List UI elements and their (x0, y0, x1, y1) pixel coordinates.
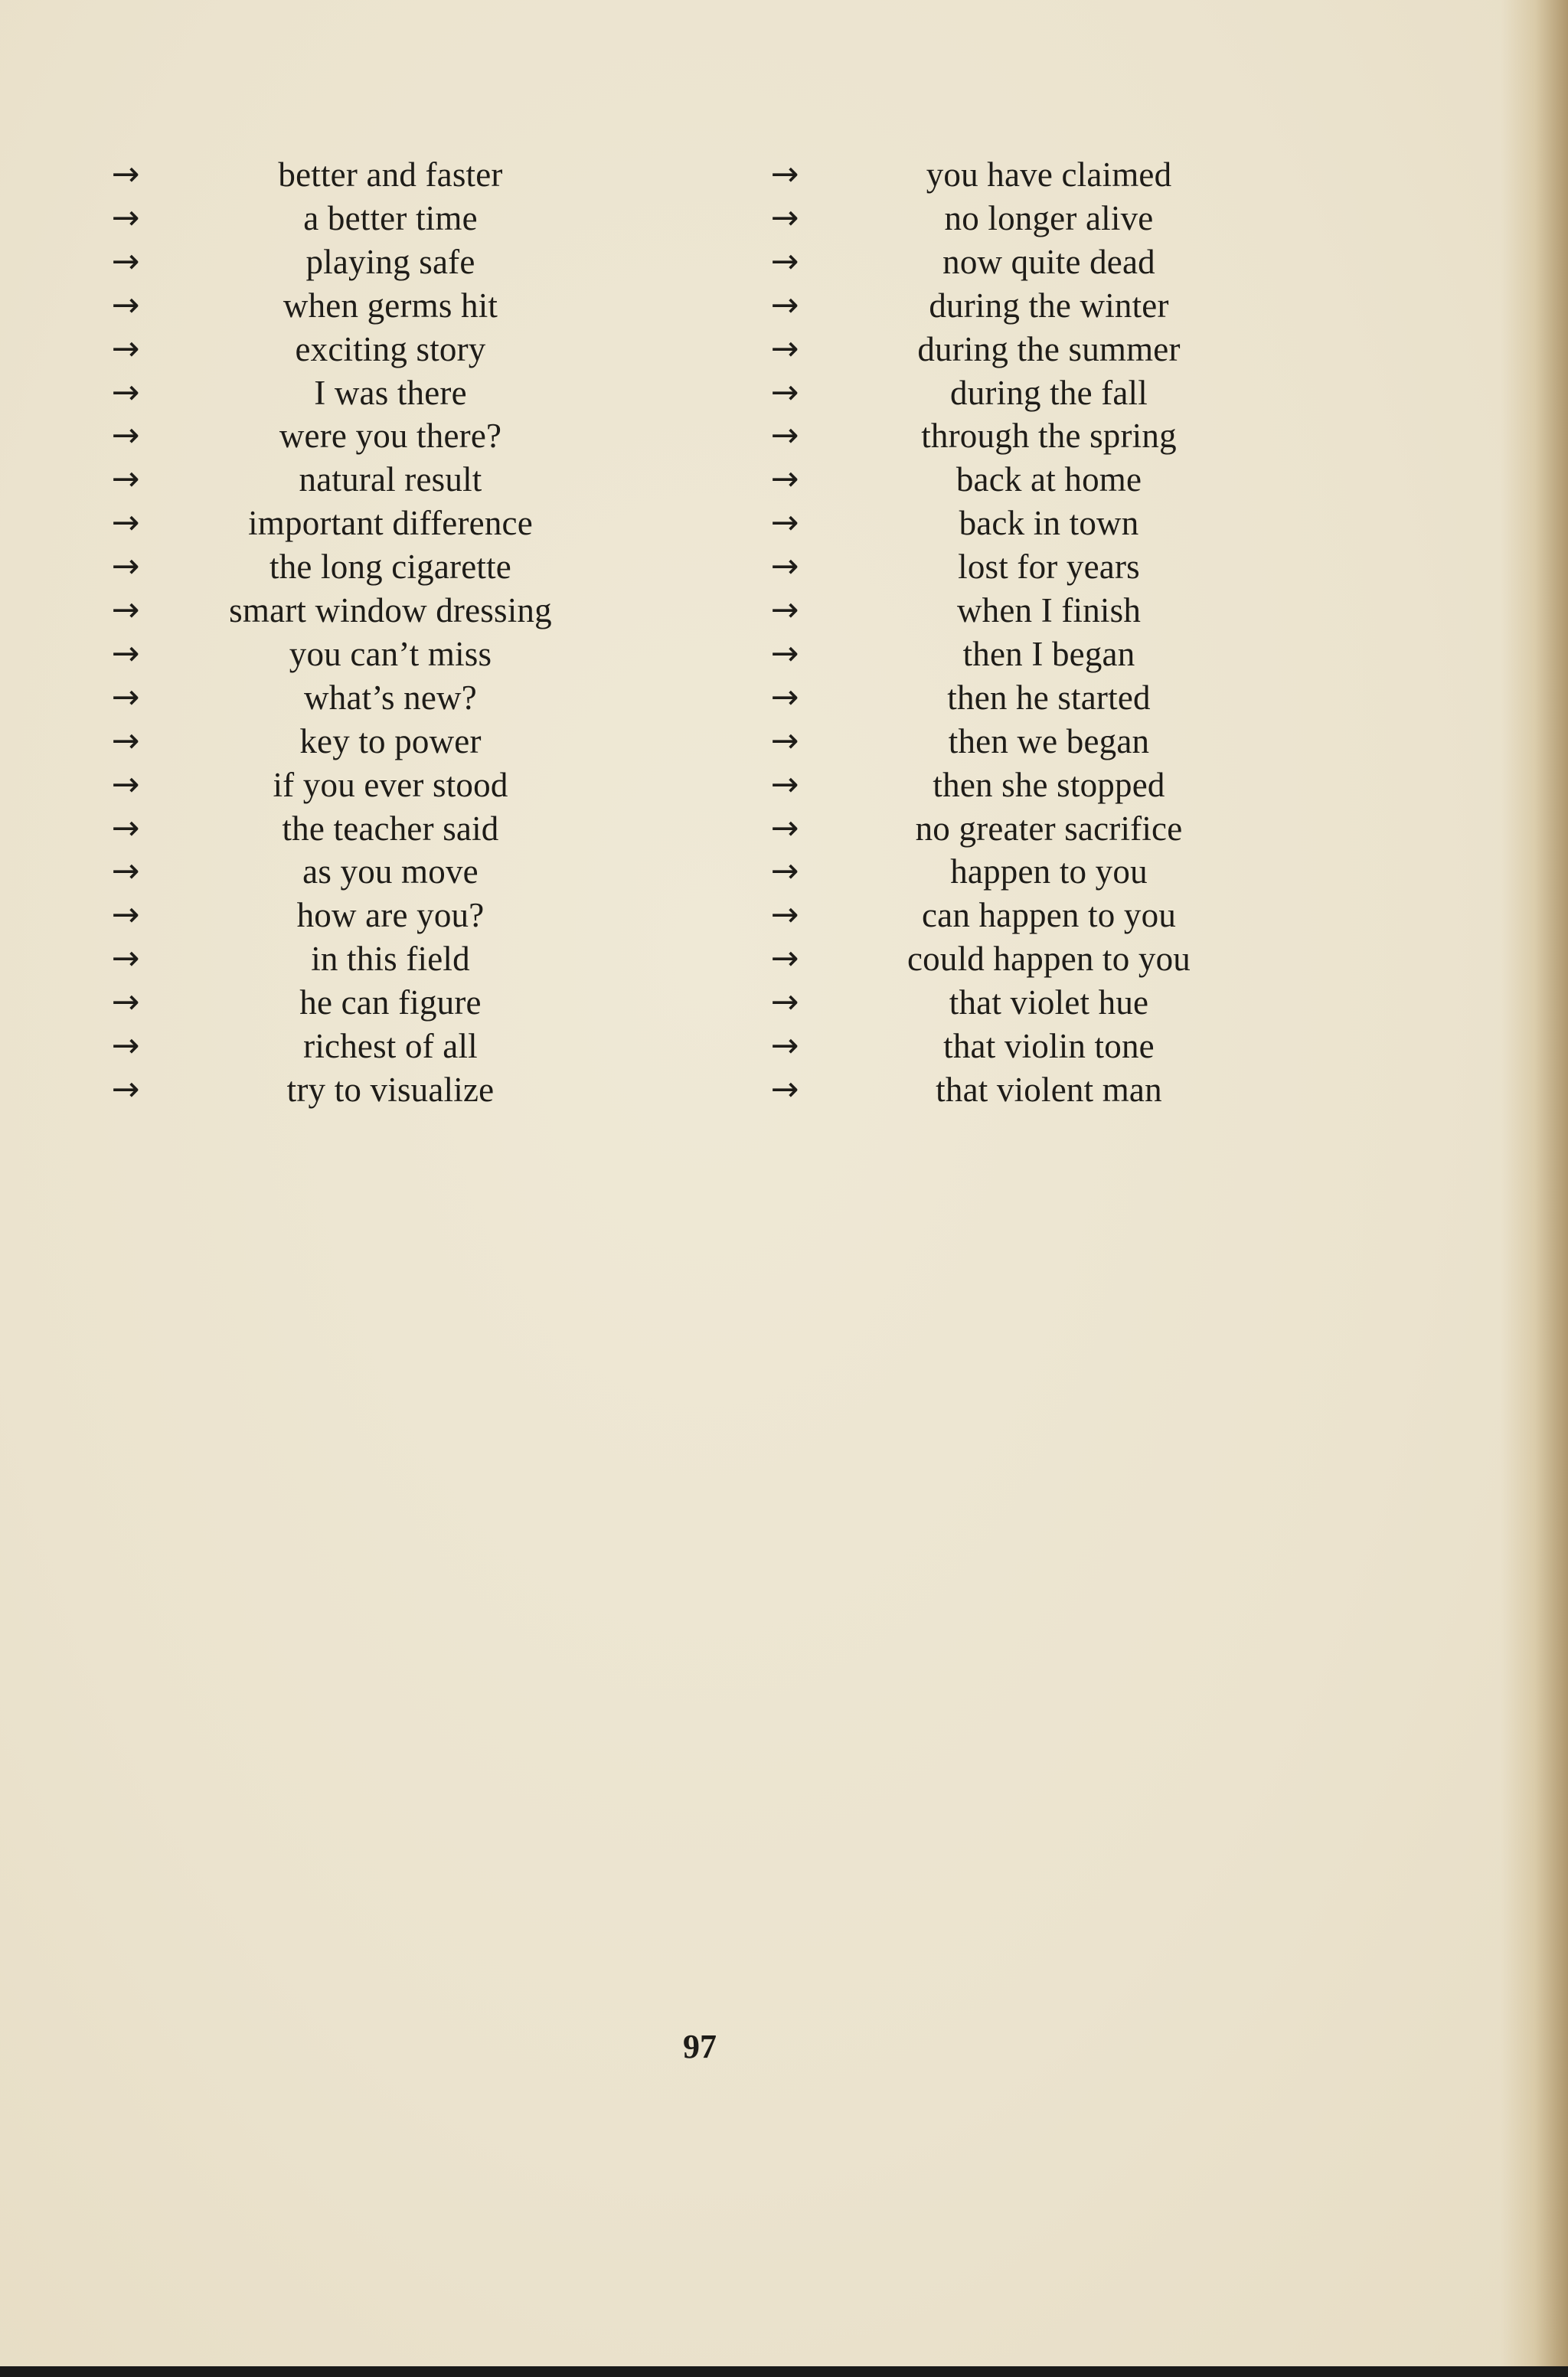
right-phrase: you have claimed (926, 155, 1172, 194)
left-phrase: what’s new? (304, 678, 477, 717)
arrow-icon: → (111, 547, 140, 586)
arrow-icon: → (111, 939, 140, 978)
left-phrase: a better time (303, 199, 478, 237)
arrow-icon: → (111, 678, 140, 717)
arrow-icon: → (770, 286, 799, 325)
arrow-icon: → (111, 329, 140, 368)
arrow-icon: → (770, 547, 799, 586)
right-phrase: now quite dead (942, 243, 1155, 281)
left-phrase: the teacher said (282, 809, 499, 848)
right-phrase: during the summer (917, 330, 1181, 368)
arrow-icon: → (111, 895, 140, 934)
left-phrase: exciting story (295, 330, 486, 368)
arrow-icon: → (111, 459, 140, 499)
right-phrase: then I began (962, 635, 1135, 673)
left-phrase: playing safe (305, 243, 475, 281)
arrow-icon: → (770, 765, 799, 804)
arrow-icon: → (770, 678, 799, 717)
right-phrase: lost for years (958, 548, 1140, 586)
left-phrase: key to power (299, 722, 482, 760)
left-phrase: you can’t miss (289, 635, 492, 673)
arrow-icon: → (111, 286, 140, 325)
arrow-icon: → (111, 765, 140, 804)
arrow-icon: → (770, 1070, 799, 1109)
left-phrase: richest of all (303, 1027, 478, 1065)
left-phrase: smart window dressing (229, 591, 552, 629)
right-phrase: back in town (959, 504, 1139, 542)
arrow-icon: → (770, 895, 799, 934)
arrow-icon: → (770, 416, 799, 455)
arrow-icon: → (111, 416, 140, 455)
right-phrase: then we began (948, 722, 1150, 760)
arrow-icon: → (770, 983, 799, 1022)
arrow-icon: → (111, 1026, 140, 1065)
arrow-icon: → (770, 939, 799, 978)
arrow-icon: → (111, 155, 140, 194)
page-number: 97 (683, 2028, 717, 2065)
left-phrase: the long cigarette (270, 548, 511, 586)
right-phrase: when I finish (956, 591, 1142, 629)
arrow-icon: → (111, 503, 140, 542)
arrow-icon: → (111, 809, 140, 848)
arrow-icon: → (770, 1026, 799, 1065)
right-phrase: that violin tone (943, 1027, 1155, 1065)
left-phrase: as you move (302, 852, 479, 891)
arrow-icon: → (111, 242, 140, 281)
right-phrase: that violent man (936, 1071, 1162, 1109)
arrow-icon: → (111, 721, 140, 760)
right-phrase: that violet hue (949, 983, 1149, 1022)
arrow-icon: → (111, 373, 140, 412)
arrow-icon: → (770, 721, 799, 760)
left-phrase: when germs hit (283, 286, 498, 325)
arrow-icon: → (770, 329, 799, 368)
arrow-icon: → (770, 809, 799, 848)
right-phrase: no longer alive (944, 199, 1154, 237)
arrow-icon: → (770, 155, 799, 194)
right-phrase: during the fall (950, 374, 1148, 412)
left-phrase: important difference (248, 504, 533, 542)
left-phrase: how are you? (296, 896, 485, 934)
arrow-icon: → (770, 503, 799, 542)
right-phrase: then she stopped (933, 766, 1165, 804)
left-phrase: were you there? (279, 417, 502, 455)
scan-bottom-edge (0, 2366, 1568, 2377)
arrow-icon: → (770, 852, 799, 891)
arrow-icon: → (111, 1070, 140, 1109)
arrow-icon: → (111, 198, 140, 237)
arrow-icon: → (111, 983, 140, 1022)
arrow-icon: → (770, 634, 799, 673)
left-phrase: if you ever stood (273, 766, 508, 804)
arrow-icon: → (770, 242, 799, 281)
right-phrase: back at home (956, 460, 1142, 499)
right-phrase: during the winter (929, 286, 1169, 325)
arrow-icon: → (770, 373, 799, 412)
left-phrase: in this field (311, 940, 470, 978)
arrow-icon: → (111, 852, 140, 891)
right-phrase: could happen to you (907, 940, 1191, 978)
right-phrase: no greater sacrifice (915, 809, 1183, 848)
arrow-icon: → (111, 634, 140, 673)
left-phrase: he can figure (299, 983, 482, 1022)
arrow-icon: → (770, 590, 799, 629)
arrow-icon: → (770, 198, 799, 237)
right-phrase: then he started (947, 678, 1151, 717)
left-phrase: I was there (314, 374, 467, 412)
left-phrase: try to visualize (286, 1071, 495, 1109)
right-phrase: happen to you (950, 852, 1148, 891)
right-phrase: can happen to you (921, 896, 1177, 934)
arrow-icon: → (770, 459, 799, 499)
left-phrase: better and faster (278, 155, 503, 194)
right-phrase: through the spring (921, 417, 1177, 455)
arrow-icon: → (111, 590, 140, 629)
left-phrase: natural result (299, 460, 482, 499)
